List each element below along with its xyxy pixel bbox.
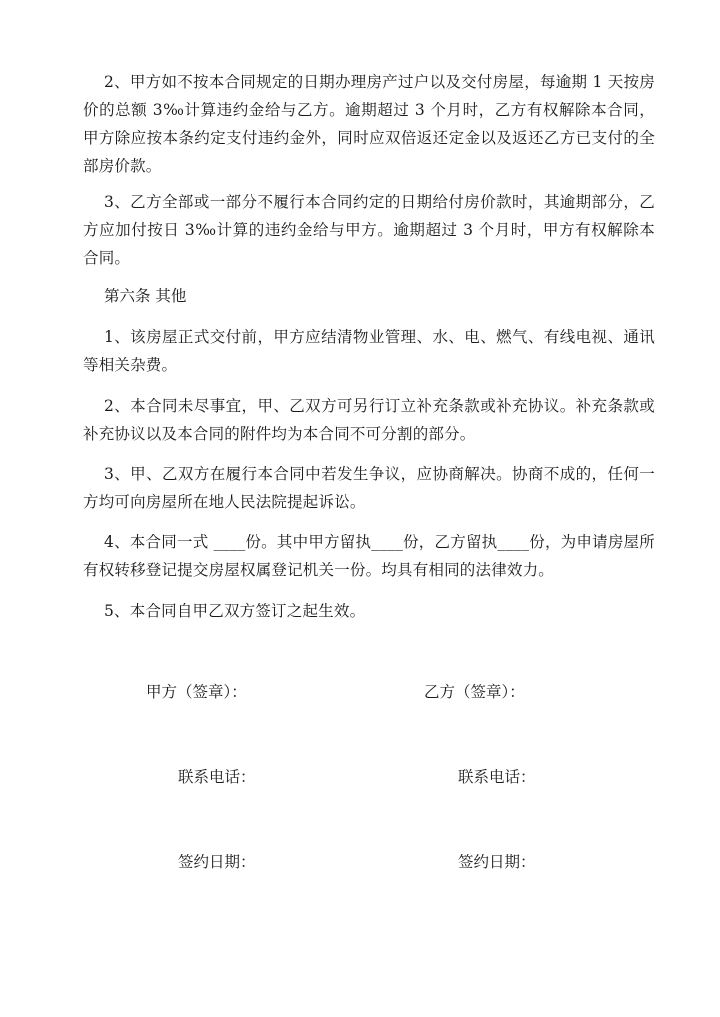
clause-6-3: 3、甲、乙双方在履行本合同中若发生争议，应协商解决。协商不成的，任何一方均可向房屋所在地人民法院提起诉讼。: [83, 465, 655, 511]
party-b-date-label: 签约日期：: [458, 853, 536, 871]
clause-6-2: 2、本合同未尽事宜，甲、乙双方可另行订立补充条款或补充协议。补充条款或补充协议以及本合同的附件均为本合同不可分割的部分。: [83, 397, 655, 443]
clause-6-5: 5、本合同自甲乙双方签订之起生效。: [104, 602, 366, 620]
party-b-seal-label: 乙方（签章）：: [424, 683, 525, 701]
article-6-heading: 第六条 其他: [104, 287, 187, 305]
party-b-phone-label: 联系电话：: [458, 768, 536, 786]
party-a-phone-label: 联系电话：: [178, 768, 256, 786]
clause-5-2: 2、甲方如不按本合同规定的日期办理房产过户以及交付房屋，每逾期 1 天按房价的总额 3‰计算违约金给与乙方。逾期超过 3 个月时，乙方有权解除本合同，甲方除应按本条约定支付违约金外，同时应双倍返还定金以及返还乙方已支付的全部房价款。: [83, 73, 655, 175]
clause-5-3: 3、乙方全部或一部分不履行本合同约定的日期给付房价款时，其逾期部分，乙方应加付按日 3‰计算的违约金给与甲方。逾期超过 3 个月时，甲方有权解除本合同。: [83, 193, 655, 267]
clause-6-4: 4、本合同一式 ____份。其中甲方留执____份，乙方留执____份，为申请房屋所有权转移登记提交房屋权属登记机关一份。均具有相同的法律效力。: [83, 533, 655, 579]
party-a-date-label: 签约日期：: [178, 853, 256, 871]
party-a-seal-label: 甲方（签章）：: [146, 683, 247, 701]
clause-6-1: 1、该房屋正式交付前，甲方应结清物业管理、水、电、燃气、有线电视、通讯等相关杂费。: [83, 328, 655, 374]
